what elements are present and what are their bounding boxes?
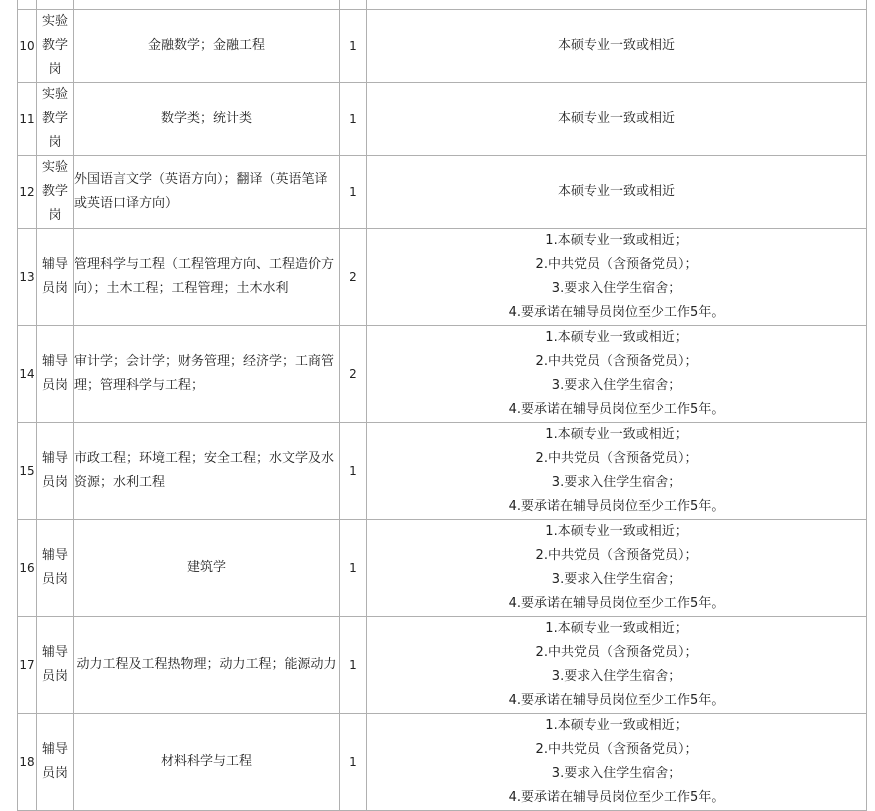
post-type-line: 辅导: [41, 645, 68, 660]
requirement-line: 2.中共党员（含预备党员）；: [535, 645, 698, 660]
table-row: [18, 10, 867, 83]
table-row: [18, 617, 867, 714]
headcount-cell: 1: [340, 83, 367, 156]
requirements-cell: [367, 10, 867, 83]
post-type-cell: [37, 83, 74, 156]
positions-table-body: [18, 0, 867, 811]
headcount-cell: 1: [340, 520, 367, 617]
table-row: [18, 83, 867, 156]
majors-cell: [74, 0, 340, 10]
headcount-cell: 2: [340, 229, 367, 326]
post-type-cell: [37, 229, 74, 326]
headcount-cell: 1: [340, 10, 367, 83]
requirements-cell: [367, 714, 867, 811]
post-type-line: 岗: [48, 135, 62, 150]
row-number: 17: [18, 617, 37, 714]
headcount-cell: [340, 0, 367, 10]
table-row: [18, 714, 867, 811]
requirement-line: 本硕专业一致或相近: [557, 111, 675, 126]
headcount-cell: 1: [340, 156, 367, 229]
requirement-line: 2.中共党员（含预备党员）；: [535, 742, 698, 757]
table-row: [18, 423, 867, 520]
requirement-line: 3.要求入住学生宿舍；: [551, 475, 682, 490]
post-type-line: 员岗: [41, 572, 68, 587]
post-type-cell: [37, 423, 74, 520]
row-number: 13: [18, 229, 37, 326]
positions-table: [17, 0, 867, 811]
post-type-line: 实验: [41, 87, 68, 102]
requirement-line: 1.本硕专业一致或相近；: [545, 718, 688, 733]
requirement-line: 4.要承诺在辅导员岗位至少工作5年。: [508, 499, 725, 514]
requirement-line: 本硕专业一致或相近: [557, 184, 675, 199]
requirement-line: 4.要承诺在辅导员岗位至少工作5年。: [508, 790, 725, 805]
table-row: [18, 520, 867, 617]
row-number: 14: [18, 326, 37, 423]
requirement-line: 4.要承诺在辅导员岗位至少工作5年。: [508, 596, 725, 611]
requirement-line: 1.本硕专业一致或相近；: [545, 524, 688, 539]
majors-cell: 数学类；统计类: [74, 83, 340, 156]
row-number: 12: [18, 156, 37, 229]
requirement-line: 3.要求入住学生宿舍；: [551, 572, 682, 587]
headcount-cell: 1: [340, 714, 367, 811]
post-type-line: 辅导: [41, 742, 68, 757]
post-type-line: 辅导: [41, 257, 68, 272]
post-type-line: 员岗: [41, 669, 68, 684]
post-type-line: 员岗: [41, 281, 68, 296]
post-type-cell: [37, 617, 74, 714]
post-type-line: 员岗: [41, 766, 68, 781]
post-type-line: 辅导: [41, 354, 68, 369]
table-row: [18, 326, 867, 423]
requirement-line: 3.要求入住学生宿舍；: [551, 669, 682, 684]
post-type-cell: [37, 156, 74, 229]
row-number: [18, 0, 37, 10]
requirement-line: 1.本硕专业一致或相近；: [545, 427, 688, 442]
requirements-cell: [367, 423, 867, 520]
table-row: [18, 0, 867, 10]
requirement-line: 4.要承诺在辅导员岗位至少工作5年。: [508, 693, 725, 708]
post-type-line: 员岗: [41, 475, 68, 490]
requirement-line: 1.本硕专业一致或相近；: [545, 330, 688, 345]
requirement-line: 2.中共党员（含预备党员）；: [535, 354, 698, 369]
post-type-line: 教学: [41, 38, 68, 53]
row-number: 16: [18, 520, 37, 617]
requirements-cell: [367, 520, 867, 617]
post-type-line: 辅导: [41, 548, 68, 563]
post-type-line: 岗: [48, 208, 62, 223]
majors-cell: 动力工程及工程热物理；动力工程；能源动力: [74, 617, 340, 714]
row-number: 11: [18, 83, 37, 156]
requirement-line: 4.要承诺在辅导员岗位至少工作5年。: [508, 305, 725, 320]
majors-cell: 管理科学与工程（工程管理方向、工程造价方向）；土木工程；工程管理；土木水利: [74, 229, 340, 326]
requirements-cell: [367, 326, 867, 423]
headcount-cell: 1: [340, 617, 367, 714]
post-type-line: 实验: [41, 160, 68, 175]
post-type-cell: [37, 326, 74, 423]
headcount-cell: 2: [340, 326, 367, 423]
majors-cell: 审计学；会计学；财务管理；经济学；工商管理；管理科学与工程；: [74, 326, 340, 423]
row-number: 10: [18, 10, 37, 83]
post-type-line: 辅导: [41, 451, 68, 466]
post-type-cell: [37, 10, 74, 83]
majors-cell: 市政工程；环境工程；安全工程；水文学及水资源；水利工程: [74, 423, 340, 520]
row-number: 15: [18, 423, 37, 520]
requirement-line: 1.本硕专业一致或相近；: [545, 233, 688, 248]
headcount-cell: 1: [340, 423, 367, 520]
post-type-line: 教学: [41, 184, 68, 199]
requirement-line: 3.要求入住学生宿舍；: [551, 281, 682, 296]
requirement-line: 2.中共党员（含预备党员）；: [535, 451, 698, 466]
majors-cell: 材料科学与工程: [74, 714, 340, 811]
table-row: [18, 156, 867, 229]
post-type-line: 教学: [41, 111, 68, 126]
post-type-line: 岗: [48, 62, 62, 77]
requirements-cell: [367, 617, 867, 714]
post-type-cell: [37, 520, 74, 617]
requirements-cell: [367, 83, 867, 156]
requirements-cell: [367, 229, 867, 326]
requirement-line: 2.中共党员（含预备党员）；: [535, 548, 698, 563]
requirements-cell: [367, 156, 867, 229]
requirement-line: 2.中共党员（含预备党员）；: [535, 257, 698, 272]
post-type-cell: [37, 714, 74, 811]
majors-cell: 金融数学；金融工程: [74, 10, 340, 83]
row-number: 18: [18, 714, 37, 811]
table-row: [18, 229, 867, 326]
majors-cell: 建筑学: [74, 520, 340, 617]
post-type-cell: [37, 0, 74, 10]
post-type-line: 实验: [41, 14, 68, 29]
requirement-line: 4.要承诺在辅导员岗位至少工作5年。: [508, 402, 725, 417]
requirement-line: 本硕专业一致或相近: [557, 38, 675, 53]
majors-cell: 外国语言文学（英语方向）；翻译（英语笔译或英语口译方向）: [74, 156, 340, 229]
requirement-line: 1.本硕专业一致或相近；: [545, 621, 688, 636]
post-type-line: 员岗: [41, 378, 68, 393]
requirement-line: 3.要求入住学生宿舍；: [551, 766, 682, 781]
requirement-line: 3.要求入住学生宿舍；: [551, 378, 682, 393]
requirements-cell: [367, 0, 867, 10]
